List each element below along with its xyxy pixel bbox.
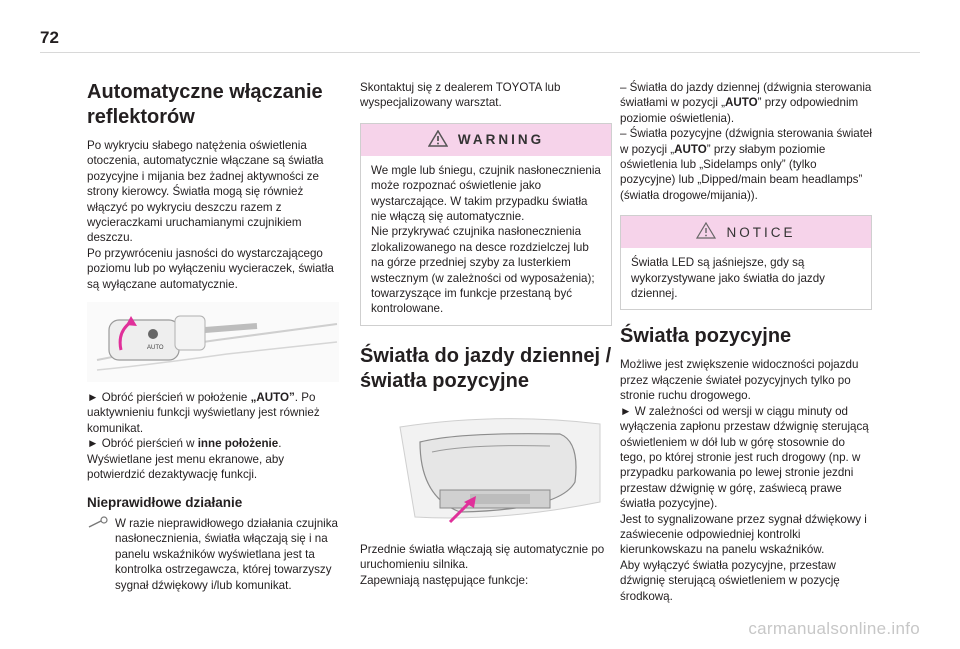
header-rule xyxy=(40,52,920,53)
stalk-auto-label: AUTO xyxy=(147,345,164,352)
step-auto: ► Obróć pierścień w położenie „AUTO”. Po uaktywnieniu funkcji wyświetlany jest również komunikat. xyxy=(87,391,320,435)
malfunction-block xyxy=(87,516,339,593)
intro-paragraph: Po wykryciu słabego natężenia oświetlenia otoczenia, automatycznie włączane są światła pozycyjne i mijania bez żadnej aktywności ze strony kierowcy. Światła mogą się również włączyć po wykryciu deszczu razem z wycieraczkami uruchamianymi czujnikiem deszczu. xyxy=(87,139,324,245)
contact-dealer-text: Skontaktuj się z dealerem TOYOTA lub wyspecjalizowany warsztat. xyxy=(360,81,561,110)
notice-box xyxy=(620,215,872,310)
column-3 xyxy=(620,80,872,604)
sidelamps-step: ► W zależności od wersji w ciągu minuty od wyłączenia zapłonu przestaw dźwignię sterującą oświetleniem w dół lub w górę stosownie do tego, po której stronie jest ruch drogowy (np. w przypadku parkowania po lewej stronie jezdni przestaw dźwignię w górę, zaświecą prawe światła pozycyjne). xyxy=(620,404,869,511)
warning-header: WARNING xyxy=(361,124,611,156)
malfunction-heading: Nieprawidłowe działanie xyxy=(87,494,243,510)
step-other-position: ► Obróć pierścień w inne położenie. Wyświetlane jest menu ekranowe, aby potwierdzić dezaktywację funkcji. xyxy=(87,437,285,482)
wrench-icon xyxy=(87,516,115,593)
sidelamps-off: Aby wyłączyć światła pozycyjne, przestaw dźwignię sterującą oświetleniem w pozycję środkową. xyxy=(620,558,840,603)
section-title-auto-headlamps: Automatyczne włączanie reflektorów xyxy=(87,81,323,128)
watermark: carmanualsonline.info xyxy=(748,619,920,638)
drl-caption: Przednie światła włączają się automatycznie po uruchomieniu silnika. xyxy=(360,542,605,572)
column-1 xyxy=(87,80,339,593)
section-title-drl: Światła do jazdy dziennej / światła pozycyjne xyxy=(360,344,612,392)
notice-text: Światła LED są jaśniejsze, gdy są wykorzystywane jako światła do jazdy dziennej. xyxy=(631,256,825,301)
section-title-sidelamps: Światła pozycyjne xyxy=(620,325,792,348)
lighting-stalk-illustration xyxy=(87,302,339,382)
drl-functions-intro: Zapewniają następujące funkcje: xyxy=(360,573,529,587)
notice-header: NOTICE xyxy=(621,216,871,248)
sidelamps-intro: Możliwe jest zwiększenie widoczności pojazdu przez włączenie świateł pozycyjnych tylko po stronie ruchu drogowego. xyxy=(620,358,859,403)
warning-triangle-icon xyxy=(428,130,448,150)
headlamp-illustration xyxy=(360,402,612,532)
sidelamps-signal: Jest to sygnalizowane przez sygnał dźwiękowy i zaświecenie odpowiedniej kontrolki kierunkowskazu na panelu wskaźników. xyxy=(620,512,867,557)
notice-triangle-icon xyxy=(696,222,716,242)
warning-box xyxy=(360,123,612,326)
column-2 xyxy=(360,80,612,588)
malfunction-text: W razie nieprawidłowego działania czujnika nasłonecznienia, światła włączają się i na panelu wskaźników wyświetlana jest ta kontrolka ostrzegawcza, której towarzyszy sygnał dźwiękowy i/lub komunikat. xyxy=(115,516,338,592)
intro-paragraph-2: Po przywróceniu jasności do wystarczającego poziomu lub po wyłączeniu wycieraczek, światła są wyłączane automatycznie. xyxy=(87,246,334,291)
warning-text: We mgle lub śniegu, czujnik nasłonecznienia może rozpoznać oświetlenie jako wystarczające. W takim przypadku światła nie włączą się automatycznie. Nie przykrywać czujnika nasłonecznienia zlokalizowanego na desce rozdzielczej lub na górze przedniej szyby za lusterkiem wstecznym (w zależności od wyposażenia); towarzyszące im funkcje przestaną być kontrolowane. xyxy=(371,163,601,316)
list-item-sidelamps: – Światła pozycyjne (dźwignia sterowania świateł w pozycji „AUTO” przy słabym poziomie oświetlenia lub „Sidelamps only” (tylko pozycyjne) lub „Dipped/main beam headlamps” (światła drogowe/mijania)). xyxy=(620,127,872,202)
list-item-drl: – Światła do jazdy dziennej (dźwignia sterowania światłami w pozycji „AUTO” przy odpowiednim poziomie oświetlenia). xyxy=(620,81,872,125)
page-number: 72 xyxy=(40,28,59,47)
